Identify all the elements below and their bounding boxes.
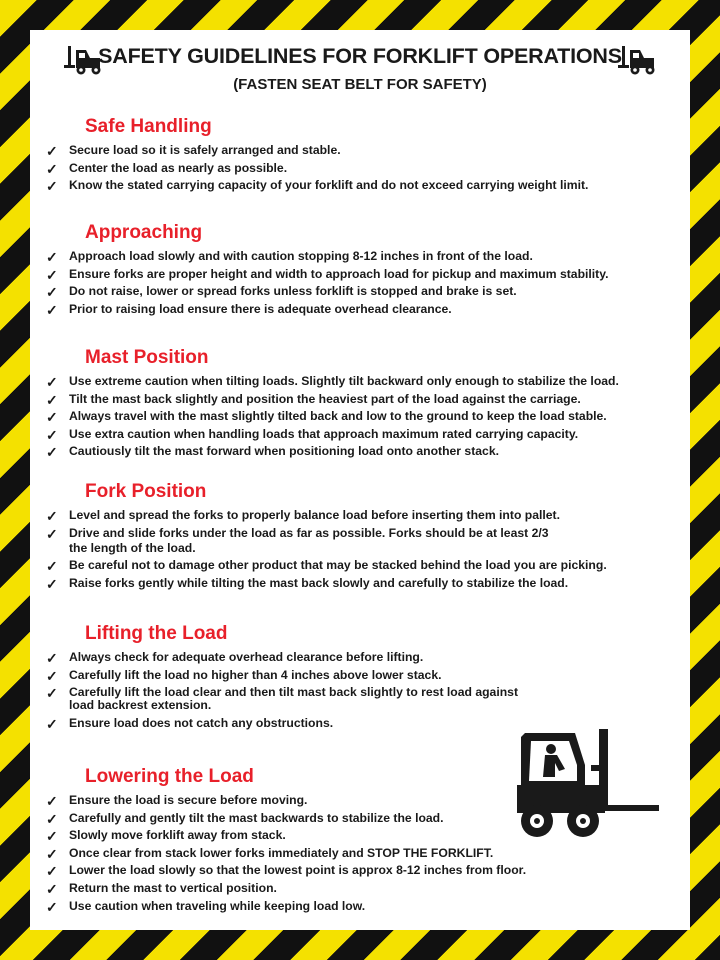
list-item-text: Level and spread the forks to properly balance load before inserting them into pallet. — [69, 508, 560, 522]
check-icon: ✓ — [46, 301, 58, 318]
list-item — [30, 509, 690, 522]
guideline-list — [30, 509, 690, 595]
list-item — [30, 393, 690, 406]
list-item-text: Carefully lift the load clear and then tilt mast back slightly to rest load against — [69, 685, 519, 700]
check-icon: ✓ — [46, 863, 58, 880]
check-icon: ✓ — [46, 575, 58, 592]
list-item-text: Return the mast to vertical position. — [69, 880, 277, 895]
list-item-text: Always check for adequate overhead clearance before lifting. — [69, 650, 424, 664]
check-icon: ✓ — [46, 409, 58, 426]
list-item-text: load backrest extension. — [69, 698, 212, 713]
list-item — [30, 375, 690, 388]
list-item — [30, 527, 690, 540]
list-item-text: the length of the load. — [69, 540, 196, 555]
list-item-text: Do not raise, lower or spread forks unless forklift is stopped and brake is set. — [69, 284, 517, 299]
list-item-text: Know the stated carrying capacity of your forklift and do not exceed carrying weight limit. — [69, 178, 589, 193]
list-item-text: Prior to raising load ensure there is adequate overhead clearance. — [69, 301, 452, 316]
check-icon: ✓ — [46, 650, 58, 666]
list-item — [30, 651, 690, 664]
list-item-text: Ensure forks are proper height and width to approach load for pickup and maximum stability. — [69, 266, 609, 281]
page-title: SAFETY GUIDELINES FOR FORKLIFT OPERATIONS — [98, 44, 622, 68]
check-icon: ✓ — [46, 391, 58, 408]
check-icon: ✓ — [46, 426, 58, 443]
section-heading: Approaching — [85, 222, 203, 243]
list-item-text: Raise forks gently while tilting the mast back slowly and carefully to stabilize the load. — [69, 575, 569, 590]
check-icon: ✓ — [46, 828, 58, 845]
list-item-text: Use extreme caution when tilting loads. Slightly tilt backward only enough to stabilize the load. — [69, 374, 619, 388]
list-item-text: Tilt the mast back slightly and position the heaviest part of the load against the carriage. — [69, 391, 581, 406]
list-item — [30, 284, 690, 301]
list-item — [30, 669, 690, 682]
check-icon: ✓ — [46, 793, 58, 809]
list-item — [30, 577, 690, 590]
check-icon: ✓ — [46, 178, 58, 195]
list-item-text: Cautiously tilt the mast forward when positioning load onto another stack. — [69, 444, 499, 459]
list-item — [30, 863, 690, 880]
list-item-text: Use caution when traveling while keeping load low. — [69, 898, 366, 913]
check-icon: ✓ — [46, 249, 58, 265]
list-item-text: Approach load slowly and with caution stopping 8-12 inches in front of the load. — [69, 249, 533, 263]
section-heading: Fork Position — [85, 481, 207, 502]
list-item-text: Ensure the load is secure before moving. — [69, 793, 308, 807]
check-icon: ✓ — [46, 845, 58, 862]
list-item-text: Secure load so it is safely arranged and stable. — [69, 143, 341, 157]
check-icon: ✓ — [46, 810, 58, 827]
guidelines-panel — [30, 30, 690, 930]
section-heading: Mast Position — [85, 347, 209, 368]
check-icon: ✓ — [46, 880, 58, 897]
list-item — [30, 444, 690, 461]
list-item-continuation — [30, 542, 690, 555]
list-item — [30, 250, 690, 263]
list-item-text: Carefully lift the load no higher than 4 inches above lower stack. — [69, 667, 442, 682]
check-icon: ✓ — [46, 685, 58, 702]
check-icon: ✓ — [46, 715, 58, 732]
list-item-text: Center the load as nearly as possible. — [69, 160, 288, 175]
guideline-list — [30, 375, 690, 463]
list-item-text: Drive and slide forks under the load as far as possible. Forks should be at least 2/3 — [69, 525, 549, 540]
check-icon: ✓ — [46, 558, 58, 575]
list-item — [30, 882, 690, 895]
check-icon: ✓ — [46, 143, 58, 159]
check-icon: ✓ — [46, 374, 58, 390]
forklift-illustration — [515, 725, 661, 841]
list-item — [30, 558, 690, 575]
list-item-text: Be careful not to damage other product that may be stacked behind the load you are picking. — [69, 558, 607, 573]
list-item — [30, 178, 690, 195]
list-item — [30, 847, 690, 860]
check-icon: ✓ — [46, 444, 58, 461]
check-icon: ✓ — [46, 667, 58, 684]
check-icon: ✓ — [46, 508, 58, 524]
list-item-text: Use extra caution when handling loads that approach maximum rated carrying capacity. — [69, 426, 579, 441]
list-item — [30, 162, 690, 175]
list-item — [30, 303, 690, 316]
list-item — [30, 428, 690, 441]
check-icon: ✓ — [46, 898, 58, 915]
list-item — [30, 409, 690, 426]
list-item — [30, 268, 690, 281]
list-item-text: Ensure load does not catch any obstructions. — [69, 715, 334, 730]
page-subtitle: (FASTEN SEAT BELT FOR SAFETY) — [233, 76, 487, 93]
list-item-text: Carefully and gently tilt the mast backwards to stabilize the load. — [69, 810, 444, 825]
check-icon: ✓ — [46, 525, 58, 542]
list-item — [30, 144, 690, 157]
list-item-text: Lower the load slowly so that the lowest point is approx 8-12 inches from floor. — [69, 863, 527, 878]
guideline-list — [30, 651, 690, 735]
list-item — [30, 900, 690, 913]
section-heading: Lowering the Load — [85, 766, 254, 787]
check-icon: ✓ — [46, 284, 58, 301]
guideline-list — [30, 250, 690, 320]
list-item-text: Slowly move forklift away from stack. — [69, 828, 286, 843]
section-heading: Safe Handling — [85, 116, 212, 137]
list-item-text: Always travel with the mast slightly tilted back and low to the ground to keep the load stable. — [69, 409, 607, 424]
guideline-list — [30, 144, 690, 197]
section-heading: Lifting the Load — [85, 623, 228, 644]
list-item-text: Once clear from stack lower forks immediately and STOP THE FORKLIFT. — [69, 845, 494, 860]
check-icon: ✓ — [46, 266, 58, 283]
list-item-continuation — [30, 699, 690, 712]
check-icon: ✓ — [46, 160, 58, 177]
